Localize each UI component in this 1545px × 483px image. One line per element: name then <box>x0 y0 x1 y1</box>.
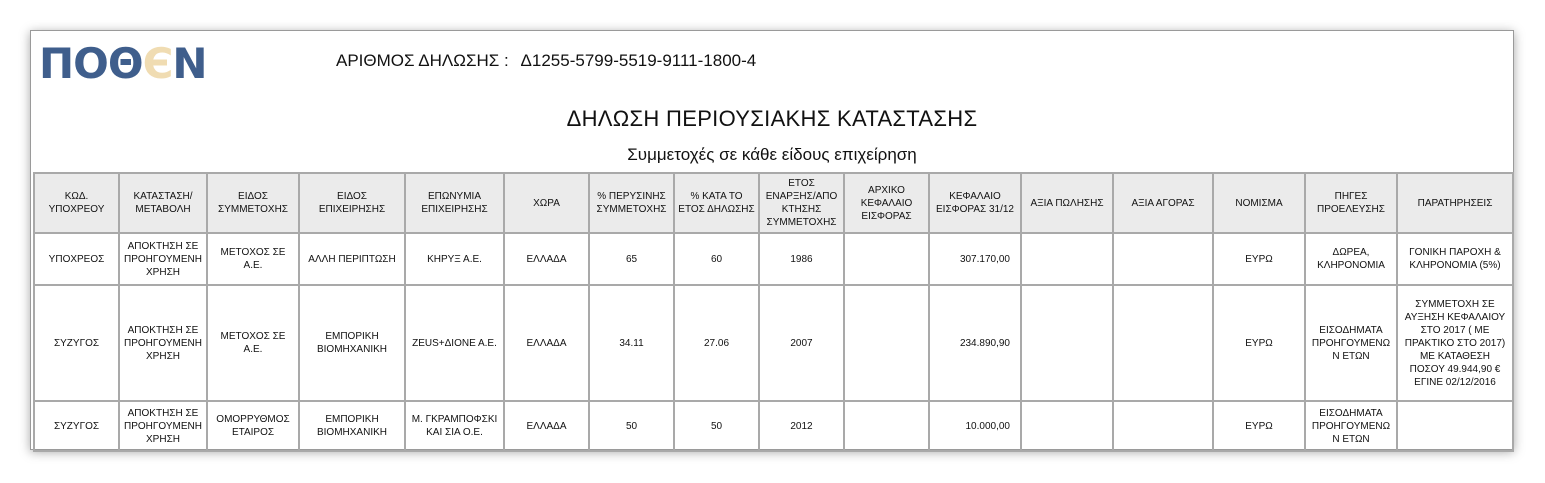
header-cell: ΑΡΧΙΚΟ ΚΕΦΑΛΑΙΟ ΕΙΣΦΟΡΑΣ <box>844 173 929 233</box>
header-cell: % ΚΑΤΑ ΤΟ ΕΤΟΣ ΔΗΛΩΣΗΣ <box>674 173 759 233</box>
table-cell: ZEUS+ΔΙΟΝΕ Α.Ε. <box>405 285 504 401</box>
page-title: ΔΗΛΩΣΗ ΠΕΡΙΟΥΣΙΑΚΗΣ ΚΑΤΑΣΤΑΣΗΣ <box>566 106 978 131</box>
header-cell: ΑΞΙΑ ΠΩΛΗΣΗΣ <box>1021 173 1113 233</box>
table-cell: ΕΙΣΟΔΗΜΑΤΑ ΠΡΟΗΓΟΥΜΕΝΩ Ν ΕΤΩΝ <box>1305 285 1397 401</box>
header-cell: ΕΙΔΟΣ ΣΥΜΜΕΤΟΧΗΣ <box>207 173 299 233</box>
header-cell: ΕΠΩΝΥΜΙΑ ΕΠΙΧΕΙΡΗΣΗΣ <box>405 173 504 233</box>
table-cell: ΕΛΛΑΔΑ <box>504 285 589 401</box>
table-cell: ΕΥΡΩ <box>1213 401 1305 451</box>
table-cell: 10.000,00 <box>929 401 1021 451</box>
table-cell: ΚΗΡΥΞ Α.Ε. <box>405 233 504 285</box>
table-cell: ΣΥΜΜΕΤΟΧΗ ΣΕ ΑΥΞΗΣΗ ΚΕΦΑΛΑΙΟΥ ΣΤΟ 2017 ( ΜΕ ΠΡΑΚΤΙΚΟ ΣΤΟ 2017) ΜΕ ΚΑΤΑΘΕΣΗ ΠΟΣΟΥ 49.944,90 € ΕΓΙΝΕ 02/12/2016 <box>1397 285 1513 401</box>
table-cell: 50 <box>674 401 759 451</box>
table-cell <box>1021 233 1113 285</box>
table-cell: 2012 <box>759 401 844 451</box>
table-cell: ΥΠΟΧΡΕΟΣ <box>34 233 119 285</box>
table-cell: ΜΕΤΟΧΟΣ ΣΕ Α.Ε. <box>207 285 299 401</box>
table-row <box>34 233 1513 285</box>
table-cell: ΕΜΠΟΡΙΚΗ ΒΙΟΜΗΧΑΝΙΚΗ <box>299 285 405 401</box>
table-cell <box>1113 233 1213 285</box>
declaration-number-line <box>336 51 756 71</box>
table-cell: 34.11 <box>589 285 674 401</box>
page-subtitle: Συμμετοχές σε κάθε είδους επιχείρηση <box>627 145 917 164</box>
table-cell: ΕΥΡΩ <box>1213 285 1305 401</box>
logo-part-2: Є <box>142 39 173 88</box>
table-cell: ΕΥΡΩ <box>1213 233 1305 285</box>
table-cell <box>844 401 929 451</box>
table-cell: ΔΩΡΕΑ, ΚΛΗΡΟΝΟΜΙΑ <box>1305 233 1397 285</box>
header-cell: ΚΩΔ. ΥΠΟΧΡΕΟΥ <box>34 173 119 233</box>
table-row <box>34 401 1513 451</box>
header-cell: ΕΤΟΣ ΕΝΑΡΞΗΣ/ΑΠΟ ΚΤΗΣΗΣ ΣΥΜΜΕΤΟΧΗΣ <box>759 173 844 233</box>
table-cell: ΜΕΤΟΧΟΣ ΣΕ Α.Ε. <box>207 233 299 285</box>
table-cell: 234.890,90 <box>929 285 1021 401</box>
declaration-number: Δ1255-5799-5519-9111-1800-4 <box>520 51 757 70</box>
table-cell: 307.170,00 <box>929 233 1021 285</box>
table-cell: ΓΟΝΙΚΗ ΠΑΡΟΧΗ & ΚΛΗΡΟΝΟΜΙΑ (5%) <box>1397 233 1513 285</box>
table-cell: 1986 <box>759 233 844 285</box>
table-cell: 50 <box>589 401 674 451</box>
table-header-row <box>34 173 1513 233</box>
table-cell: 2007 <box>759 285 844 401</box>
table-cell: ΣΥΖΥΓΟΣ <box>34 401 119 451</box>
table-cell: ΕΜΠΟΡΙΚΗ ΒΙΟΜΗΧΑΝΙΚΗ <box>299 401 405 451</box>
holdings-table <box>33 172 1514 452</box>
table-cell: ΑΛΛΗ ΠΕΡΙΠΤΩΣΗ <box>299 233 405 285</box>
table-cell: ΣΥΖΥΓΟΣ <box>34 285 119 401</box>
header-cell: ΠΗΓΕΣ ΠΡΟΕΛΕΥΣΗΣ <box>1305 173 1397 233</box>
table-cell: 27.06 <box>674 285 759 401</box>
header-cell: % ΠΕΡΥΣΙΝΗΣ ΣΥΜΜΕΤΟΧΗΣ <box>589 173 674 233</box>
header-cell: ΚΑΤΑΣΤΑΣΗ/ ΜΕΤΑΒΟΛΗ <box>119 173 207 233</box>
logo-part-3: Ν <box>172 39 207 88</box>
header-cell: ΧΩΡΑ <box>504 173 589 233</box>
header-cell: ΝΟΜΙΣΜΑ <box>1213 173 1305 233</box>
table-cell <box>1113 401 1213 451</box>
declaration-page <box>30 30 1514 450</box>
logo-part-1: ΠΟΘ <box>39 39 143 88</box>
header-cell: ΕΙΔΟΣ ΕΠΙΧΕΙΡΗΣΗΣ <box>299 173 405 233</box>
declaration-number-label: ΑΡΙΘΜΟΣ ΔΗΛΩΣΗΣ : <box>336 51 509 70</box>
table-cell: Μ. ΓΚΡΑΜΠΟΦΣΚΙ ΚΑΙ ΣΙΑ Ο.Ε. <box>405 401 504 451</box>
header-cell: ΠΑΡΑΤΗΡΗΣΕΙΣ <box>1397 173 1513 233</box>
table-cell <box>1021 401 1113 451</box>
header-cell: ΚΕΦΑΛΑΙΟ ΕΙΣΦΟΡΑΣ 31/12 <box>929 173 1021 233</box>
table-cell: ΕΛΛΑΔΑ <box>504 233 589 285</box>
table-cell <box>844 233 929 285</box>
table-cell: ΑΠΟΚΤΗΣΗ ΣΕ ΠΡΟΗΓΟΥΜΕΝΗ ΧΡΗΣΗ <box>119 233 207 285</box>
table-cell: ΑΠΟΚΤΗΣΗ ΣΕ ΠΡΟΗΓΟΥΜΕΝΗ ΧΡΗΣΗ <box>119 401 207 451</box>
table-cell: ΕΙΣΟΔΗΜΑΤΑ ΠΡΟΗΓΟΥΜΕΝΩ Ν ΕΤΩΝ <box>1305 401 1397 451</box>
table-cell <box>1113 285 1213 401</box>
table-cell <box>1021 285 1113 401</box>
table-cell: ΕΛΛΑΔΑ <box>504 401 589 451</box>
pothen-logo <box>39 39 207 88</box>
table-cell <box>844 285 929 401</box>
table-cell <box>1397 401 1513 451</box>
header-cell: ΑΞΙΑ ΑΓΟΡΑΣ <box>1113 173 1213 233</box>
table-row <box>34 285 1513 401</box>
table-cell: 60 <box>674 233 759 285</box>
table-cell: ΑΠΟΚΤΗΣΗ ΣΕ ΠΡΟΗΓΟΥΜΕΝΗ ΧΡΗΣΗ <box>119 285 207 401</box>
table-cell: ΟΜΟΡΡΥΘΜΟΣ ΕΤΑΙΡΟΣ <box>207 401 299 451</box>
table-cell: 65 <box>589 233 674 285</box>
